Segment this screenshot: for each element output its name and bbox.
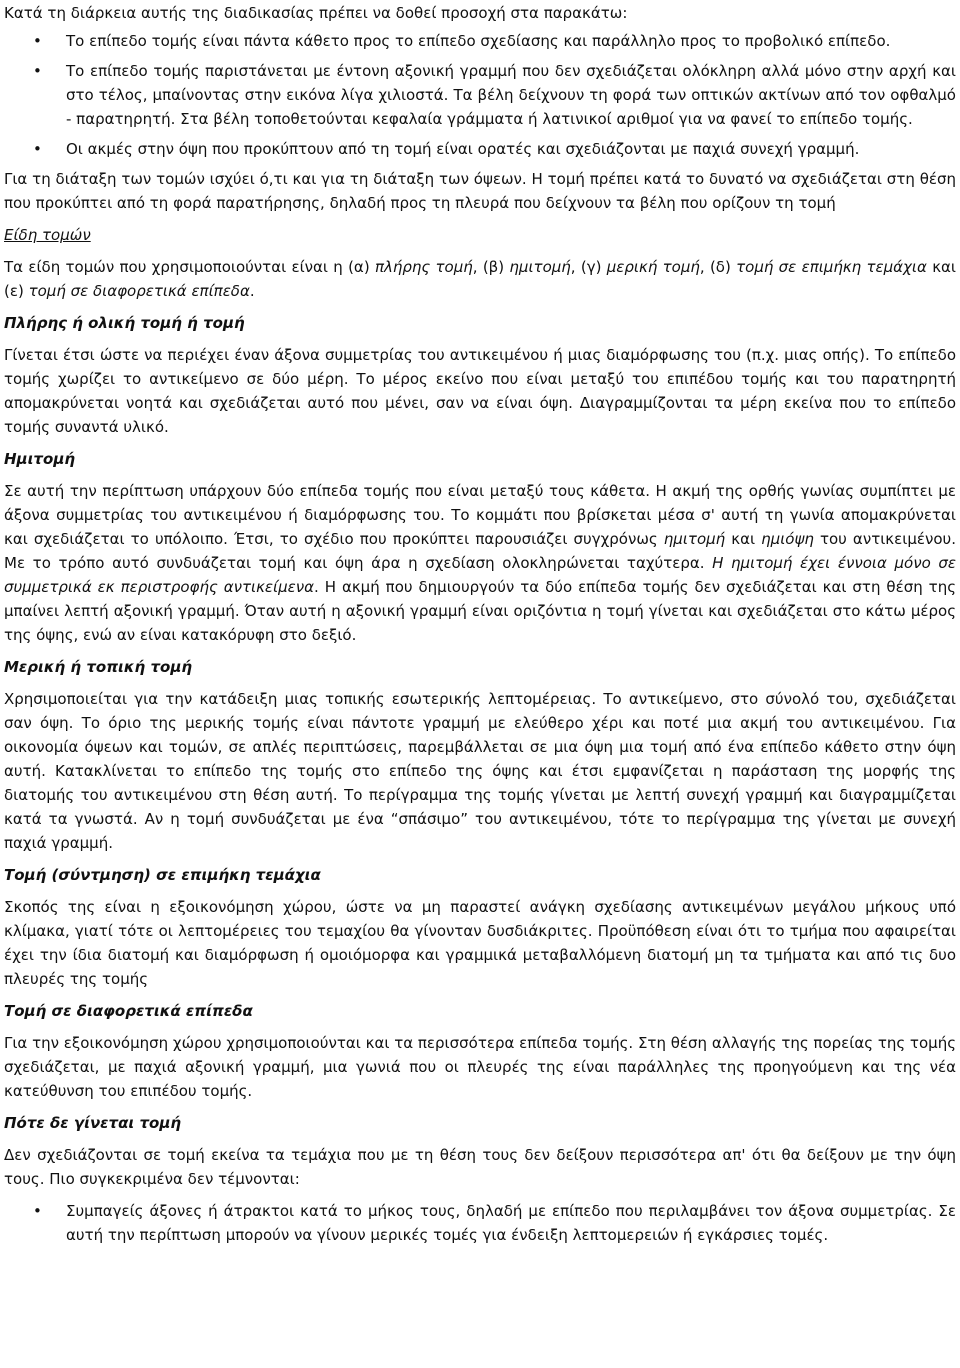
section-rules-list	[4, 29, 956, 161]
no-section-list	[4, 1199, 956, 1247]
heading-no-section: Πότε δε γίνεται τομή	[4, 1114, 182, 1132]
full-section-paragraph: Γίνεται έτσι ώστε να περιέχει έναν άξονα συμμετρίας του αντικειμένου ή μιας διαμόρφωσης του (π.χ. μιας οπής). Το επίπεδο τομής χωρίζει το αντικείμενο σε δύο μέρη. Το μέρος εκείνο που είναι μεταξύ του επιπέδου τομής και του παρατηρητή απομακρύνεται νοητά και σχεδιάζεται αυτό που μένει, σαν να είναι όψη. Διαγραμμίζονται τα μέρη εκείνα που το επίπεδο τομής συναντά υλικό.	[4, 346, 956, 436]
heading-different-planes: Τομή σε διαφορετικά επίπεδα	[4, 1002, 253, 1020]
list-item: • Οι ακμές στην όψη που προκύπτουν από τη τομή είναι ορατές και σχεδιάζονται με παχιά συνεχή γραμμή.	[4, 137, 956, 161]
bullet-icon: •	[33, 140, 42, 158]
long-section-paragraph: Σκοπός της είναι η εξοικονόμηση χώρου, ώστε να μη παραστεί ανάγκη σχεδίασης αντικειμένων μεγάλου μήκους υπό κλίμακα, γιατί τότε οι λεπτομέρειες του τεμαχίου θα γίνονταν δυσδιάκριτες. Προϋπόθεση είναι ότι το τμήμα που αφαιρείται έχει την ίδια διατομή και διαμόρφωση ή ομοιόμορφα και γραμμικά μεταβαλλόμενη διατομή μη τα τμήματα και από τις δυο πλευρές της τομής	[4, 898, 956, 988]
bullet-icon: •	[33, 32, 42, 50]
heading-partial-section: Μερική ή τοπική τομή	[4, 658, 193, 676]
half-section-paragraph: Σε αυτή την περίπτωση υπάρχουν δύο επίπεδα τομής που είναι μεταξύ τους κάθετα. Η ακμή της ορθής γωνίας συμπίπτει με άξονα συμμετρίας του αντικειμένου ή διαμόρφωσης του. Το κομμάτι που βρίσκεται μέσα σ' αυτή τη γωνία απομακρύνεται και σχεδιάζεται το υπόλοιπο. Έτσι, το σχέδιο που προκύπτει παρουσιάζει συγχρόνως ημιτομή και ημιόψη του αντικειμένου. Με το τρόπο αυτό συνδυάζεται τομή και όψη άρα η σχεδίαση ολοκληρώνεται ταχύτερα. Η ημιτομή έχει έννοια μόνο σε συμμετρικά εκ περιστροφής αντικείμενα. Η ακμή που δημιουργούν τα δύο επίπεδα τομής δεν σχεδιάζεται και στη θέση της μπαίνει λεπτή αξονική γραμμή. Όταν αυτή η αξονική γραμμή είναι οριζόντια η τομή γίνεται και σχεδιάζεται στο κάτω μέρος της όψης, ενώ αν είναι κατακόρυφη στο δεξιό.	[4, 482, 956, 644]
list-item: • Το επίπεδο τομής είναι πάντα κάθετο προς το επίπεδο σχεδίασης και παράλληλο προς το προβολικό επίπεδο.	[4, 29, 956, 53]
types-paragraph: Τα είδη τομών που χρησιμοποιούνται είναι η (α) πλήρης τομή, (β) ημιτομή, (γ) μερική τομή, (δ) τομή σε επιμήκη τεμάχια και (ε) τομή σε διαφορετικά επίπεδα.	[4, 258, 957, 300]
bullet-icon: •	[33, 62, 42, 80]
list-item: • Το επίπεδο τομής παριστάνεται με έντονη αξονική γραμμή που δεν σχεδιάζεται ολόκληρη αλλά μόνο στην αρχή και στο τέλος, μπαίνοντας στην εικόνα λίγα χιλιοστά. Τα βέλη δείχνουν τη φορά των οπτικών ακτίνων από τον οφθαλμό - παρατηρητή. Στα βέλη τοποθετούνται κεφαλαία γράμματα ή λατινικοί αριθμοί για να φανεί το επίπεδο τομής.	[4, 59, 956, 131]
different-planes-paragraph: Για την εξοικονόμηση χώρου χρησιμοποιούνται και τα περισσότερα επίπεδα τομής. Στη θέση αλλαγής της πορείας της τομής σχεδιάζεται, με παχιά αξονική γραμμή, μια γωνιά που οι πλευρές της είναι παράλληλες της προηγούμενη και της νέα κατεύθυνση του επιπέδου τομής.	[4, 1034, 956, 1100]
intro-text: Κατά τη διάρκεια αυτής της διαδικασίας πρέπει να δοθεί προσοχή στα παρακάτω:	[4, 4, 628, 22]
arrangement-paragraph: Για τη διάταξη των τομών ισχύει ό,τι και για τη διάταξη των όψεων. Η τομή πρέπει κατά το δυνατό να σχεδιάζεται στη θέση που προκύπτει από τη φορά παρατήρησης, δηλαδή προς τη πλευρά που δείχνουν τα βέλη που ορίζουν τη τομή	[4, 170, 956, 212]
list-item: • Συμπαγείς άξονες ή άτρακτοι κατά το μήκος τους, δηλαδή με επίπεδο που περιλαμβάνει τον άξονα συμμετρίας. Σε αυτή την περίπτωση μπορούν να γίνουν μερικές τομές για ένδειξη λεπτομερειών ή εγκάρσιες τομές.	[4, 1199, 956, 1247]
heading-half-section: Ημιτομή	[4, 450, 76, 468]
partial-section-paragraph: Χρησιμοποιείται για την κατάδειξη μιας τοπικής εσωτερικής λεπτομέρειας. Το αντικείμενο, στο σύνολό του, σχεδιάζεται σαν όψη. Το όριο της μερικής τομής είναι πάντοτε γραμμή με ελεύθερο χέρι και ποτέ μια ακμή του αντικειμένου. Για οικονομία όψεων και τομών, σε απλές περιπτώσεις, παρεμβάλλεται σε μια όψη μια τομή από ένα επίπεδο κάθετο στην όψη αυτή. Κατακλίνεται το επίπεδο της τομής στο επίπεδο της όψης και έτσι εμφανίζεται η παράσταση της μορφής της διατομής του αντικειμένου στη θέση αυτή. Το περίγραμμα της τομής γίνεται με λεπτή συνεχή γραμμή και διαγραμμίζεται κατά τα γνωστά. Αν η τομή συνδυάζεται με ένα “σπάσιμο” του αντικειμένου, τότε το περίγραμμα της γίνεται με συνεχή παχιά γραμμή.	[4, 690, 956, 852]
heading-full-section: Πλήρης ή ολική τομή ή τομή	[4, 314, 245, 332]
document-page	[0, 1, 960, 1247]
heading-types: Είδη τομών	[4, 226, 91, 244]
no-section-paragraph: Δεν σχεδιάζονται σε τομή εκείνα τα τεμάχια που με τη θέση τους δεν δείξουν περισσότερα απ' ότι θα δείξουν με την όψη τους. Πιο συγκεκριμένα δεν τέμνονται:	[4, 1146, 956, 1188]
heading-long-section: Τομή (σύντμηση) σε επιμήκη τεμάχια	[4, 866, 321, 884]
bullet-icon: •	[33, 1202, 42, 1220]
